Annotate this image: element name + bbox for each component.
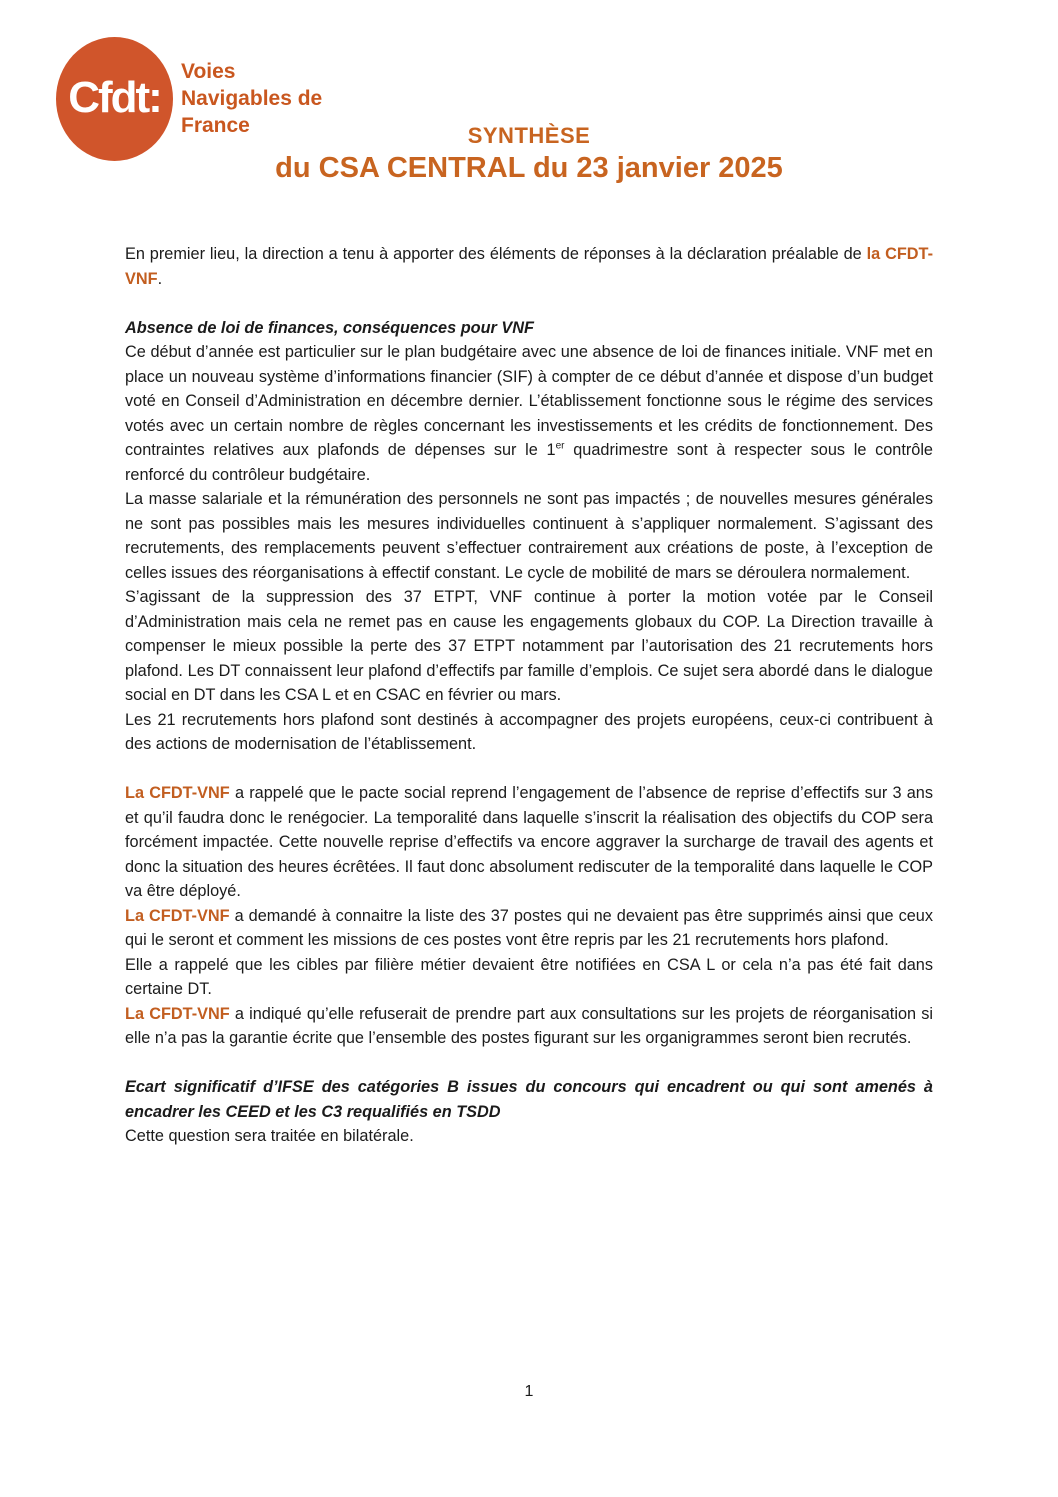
section-heading-finances xyxy=(125,316,933,341)
cfdt-vnf-mention: La CFDT-VNF xyxy=(125,1004,230,1023)
text-run: Absence de loi de finances, conséquences pour VNF xyxy=(125,318,534,337)
text-run: Ecart significatif d’IFSE des catégories B issues du concours qui encadrent ou qui sont amenés à encadrer les CEED et les C3 requalifiés en TSDD xyxy=(125,1078,933,1121)
paragraph-budget xyxy=(125,340,933,487)
text-run: En premier lieu, la direction a tenu à apporter des éléments de réponses à la déclaration préalable de xyxy=(125,245,867,263)
text-run: Les 21 recrutements hors plafond sont destinés à accompagner des projets européens, ceux-ci contribuent à des actions de modernisation de l’établissement. xyxy=(125,710,933,753)
intro-paragraph xyxy=(125,242,933,291)
paragraph-cfdt-consultations xyxy=(125,1002,933,1051)
cfdt-logo-text: Cfdt: xyxy=(68,73,161,122)
org-name-line-2: Navigables de xyxy=(181,87,323,110)
text-run: La masse salariale et la rémunération des personnels ne sont pas impactés ; de nouvelles mesures générales ne sont pas possibles mais les mesures individuelles continuent à s’appliquer normalement. S’agissant des recrutements, des remplacements peuvent s’effectuer contrairement aux créations de poste, à l’exception de celles issues des réorganisations à effectif constant. Le cycle de mobilité de mars se déroulera normalement. xyxy=(125,490,933,582)
doc-title-line-2: du CSA CENTRAL du 23 janvier 2025 xyxy=(275,152,783,184)
text-run: S’agissant de la suppression des 37 ETPT, VNF continue à porter la motion votée par le Conseil d’Administration mais cela ne remet pas en cause les engagements globaux du COP. La Direction travaille à compenser le mieux possible la perte des 37 ETPT notamment par l’autorisation des 21 recrutements hors plafond. Les DT connaissent leur plafond d’effectifs par famille d’emplois. Ce sujet sera abordé dans le dialogue social en DT dans les CSA L et en CSAC en février ou mars. xyxy=(125,588,933,704)
doc-title-line-1: SYNTHÈSE xyxy=(467,123,591,148)
text-run: Elle a rappelé que les cibles par filière métier devaient être notifiées en CSA L or cela n’a pas été fait dans certaine DT. xyxy=(125,955,933,998)
paragraph-cfdt-liste-postes xyxy=(125,904,933,953)
text-run: quadrimestre sont à respecter sous le contrôle renforcé du contrôleur budgétaire. xyxy=(125,441,933,484)
paragraph-cibles-filiere xyxy=(125,953,933,1002)
org-name-line-1: Voies xyxy=(181,60,236,83)
paragraph-masse-salariale xyxy=(125,487,933,585)
text-run: Cette question sera traitée en bilatérale. xyxy=(125,1127,414,1145)
text-run: a rappelé que le pacte social reprend l’engagement de l’absence de reprise d’effectifs sur 3 ans et qu’il faudra donc le renégocier. La temporalité dans laquelle s’inscrit la réalisation des objectifs du COP sera forcément impactée. Cette nouvelle reprise d’effectifs va encore aggraver la surcharge de travail des agents et donc la situation des heures écrêtées. Il faut donc absolument rediscuter de la temporalité dans laquelle le COP va être déployé. xyxy=(125,784,933,900)
cfdt-vnf-mention: la CFDT-VNF xyxy=(125,245,933,288)
text-run: a demandé à connaitre la liste des 37 postes qui ne devaient pas être supprimés ainsi que ceux qui le seront et comment les missions de ces postes vont être repris par les 21 recrutements hors plafond. xyxy=(125,906,933,949)
paragraph-etpt xyxy=(125,585,933,708)
document-body xyxy=(125,242,933,1149)
text-run: Ce début d’année est particulier sur le plan budgétaire avec une absence de loi de finances initiale. VNF met en place un nouveau système d’informations financier (SIF) à compter de ce début d’année et dispose d’un budget voté en Conseil d’Administration en décembre dernier. L’établissement fonctionne sous le régime des services votés avec un certain nombre de règles concernant les investissements et les crédits de fonctionnement. Des contraintes relatives aux plafonds de dépenses sur le 1 xyxy=(125,343,933,459)
paragraph-recrutements xyxy=(125,708,933,757)
section-heading-ifse xyxy=(125,1075,933,1124)
page-number: 1 xyxy=(524,1383,534,1400)
paragraph-bilaterale xyxy=(125,1124,933,1149)
text-run: a indiqué qu’elle refuserait de prendre part aux consultations sur les projets de réorganisation si elle n’a pas la garantie écrite que l’ensemble des postes figurant sur les organigrammes seront bien recrutés. xyxy=(125,1004,934,1047)
superscript-text: er xyxy=(555,440,565,452)
cfdt-vnf-mention: La CFDT-VNF xyxy=(125,906,230,925)
doc-title xyxy=(0,123,1058,185)
text-run: . xyxy=(157,269,163,288)
org-name-line-3: France xyxy=(181,114,250,137)
paragraph-cfdt-pacte-social xyxy=(125,781,933,904)
cfdt-vnf-mention: La CFDT-VNF xyxy=(125,784,230,802)
